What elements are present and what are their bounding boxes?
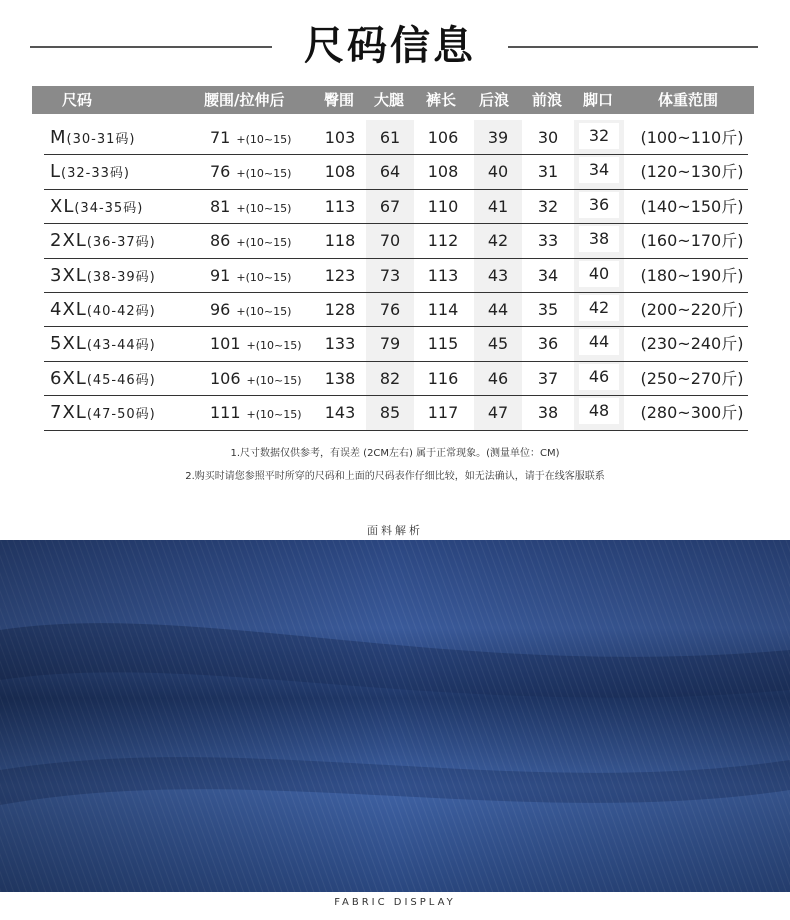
length-cell: 108 bbox=[427, 162, 459, 182]
back-rise-cell: 42 bbox=[487, 231, 509, 251]
hem-value: 46 bbox=[579, 364, 619, 390]
length-cell: 112 bbox=[427, 231, 459, 251]
waist-cell bbox=[210, 223, 314, 257]
header-back-rise: 后浪 bbox=[479, 91, 510, 109]
waist-stretch: +(10~15) bbox=[236, 133, 292, 146]
header-hem: 脚口 bbox=[583, 91, 614, 109]
table-row bbox=[44, 223, 748, 258]
hip-cell: 128 bbox=[324, 300, 356, 319]
hem-value: 36 bbox=[579, 192, 619, 218]
waist-cell bbox=[210, 258, 314, 292]
table-row bbox=[44, 120, 748, 155]
size-code: (45-46码) bbox=[86, 372, 156, 388]
header-weight: 体重范围 bbox=[658, 91, 719, 109]
waist-cell bbox=[210, 361, 314, 395]
title-divider-left bbox=[30, 46, 272, 48]
hem-cell bbox=[574, 189, 624, 223]
hem-value: 44 bbox=[579, 329, 619, 355]
header-hip: 臀围 bbox=[324, 91, 355, 109]
size-cell bbox=[50, 154, 200, 188]
front-rise-cell: 37 bbox=[537, 368, 559, 388]
thigh-cell: 70 bbox=[379, 231, 401, 251]
waist-value: 91 bbox=[210, 265, 231, 285]
size-cell bbox=[50, 292, 200, 326]
back-rise-cell: 45 bbox=[487, 334, 509, 354]
hem-value: 38 bbox=[579, 226, 619, 252]
front-rise-cell: 31 bbox=[537, 162, 559, 182]
length-cell: 116 bbox=[427, 368, 459, 388]
table-row bbox=[44, 154, 748, 189]
size-label: L bbox=[50, 161, 62, 183]
weight-cell: (230~240斤) bbox=[640, 334, 744, 354]
hem-cell bbox=[574, 258, 624, 292]
hip-cell: 103 bbox=[324, 128, 356, 147]
weight-cell: (160~170斤) bbox=[640, 231, 744, 251]
title-divider-right bbox=[508, 46, 758, 48]
size-cell bbox=[50, 395, 200, 429]
size-code: (47-50码) bbox=[86, 407, 156, 423]
waist-cell bbox=[210, 292, 314, 326]
waist-value: 71 bbox=[210, 128, 231, 147]
waist-stretch: +(10~15) bbox=[236, 236, 292, 250]
length-cell: 113 bbox=[427, 265, 459, 285]
header-size: 尺码 bbox=[62, 91, 93, 109]
front-rise-cell: 33 bbox=[537, 231, 559, 251]
hip-cell: 133 bbox=[324, 334, 356, 354]
table-header bbox=[32, 86, 754, 114]
hem-value: 40 bbox=[579, 261, 619, 287]
waist-value: 81 bbox=[210, 196, 231, 216]
waist-value: 86 bbox=[210, 231, 231, 251]
hem-cell bbox=[574, 326, 624, 360]
front-rise-cell: 35 bbox=[537, 300, 559, 319]
header-front-rise: 前浪 bbox=[532, 91, 563, 109]
size-cell bbox=[50, 258, 200, 292]
back-rise-cell: 43 bbox=[487, 265, 509, 285]
page-title: 尺码信息 bbox=[304, 23, 476, 69]
fabric-section-label: 面料解析 bbox=[367, 524, 423, 537]
waist-value: 101 bbox=[210, 334, 241, 354]
thigh-cell: 82 bbox=[379, 368, 401, 388]
thigh-cell: 67 bbox=[379, 196, 401, 216]
hip-cell: 113 bbox=[324, 196, 356, 216]
hem-cell bbox=[574, 361, 624, 395]
length-cell: 110 bbox=[427, 196, 459, 216]
waist-value: 76 bbox=[210, 162, 231, 182]
length-cell: 106 bbox=[427, 128, 459, 147]
size-cell bbox=[50, 120, 200, 154]
back-rise-cell: 47 bbox=[487, 403, 509, 423]
size-code: (38-39码) bbox=[86, 269, 156, 285]
size-code: (30-31码) bbox=[66, 132, 136, 147]
size-cell bbox=[50, 223, 200, 257]
hem-value: 32 bbox=[579, 123, 619, 149]
hip-cell: 143 bbox=[324, 403, 356, 423]
waist-stretch: +(10~15) bbox=[246, 339, 302, 353]
waist-cell bbox=[210, 120, 314, 154]
size-code: (43-44码) bbox=[86, 338, 156, 354]
waist-stretch: +(10~15) bbox=[246, 408, 302, 422]
thigh-cell: 64 bbox=[379, 162, 401, 182]
hem-value: 42 bbox=[579, 295, 619, 321]
weight-cell: (280~300斤) bbox=[640, 403, 744, 423]
header-thigh: 大腿 bbox=[374, 91, 405, 109]
waist-cell bbox=[210, 326, 314, 360]
size-cell bbox=[50, 326, 200, 360]
waist-value: 96 bbox=[210, 300, 231, 319]
length-cell: 114 bbox=[427, 300, 459, 319]
size-cell bbox=[50, 189, 200, 223]
front-rise-cell: 38 bbox=[537, 403, 559, 423]
weight-cell: (140~150斤) bbox=[640, 196, 744, 216]
waist-stretch: +(10~15) bbox=[246, 373, 302, 387]
size-code: (40-42码) bbox=[86, 304, 156, 319]
hem-cell bbox=[574, 120, 624, 154]
hem-cell bbox=[574, 223, 624, 257]
hem-cell bbox=[574, 292, 624, 326]
front-rise-cell: 30 bbox=[537, 128, 559, 147]
size-label: 4XL bbox=[50, 299, 87, 320]
header-length: 裤长 bbox=[426, 91, 457, 109]
hem-cell bbox=[574, 395, 624, 429]
waist-stretch: +(10~15) bbox=[236, 167, 292, 181]
back-rise-cell: 40 bbox=[487, 162, 509, 182]
hem-value: 48 bbox=[579, 398, 619, 424]
thigh-cell: 76 bbox=[379, 300, 401, 319]
size-label: 7XL bbox=[50, 402, 87, 424]
fabric-display-caption: FABRIC DISPLAY bbox=[334, 897, 456, 908]
waist-stretch: +(10~15) bbox=[236, 270, 292, 284]
back-rise-cell: 44 bbox=[487, 300, 509, 319]
waist-stretch: +(10~15) bbox=[236, 305, 292, 318]
thigh-cell: 79 bbox=[379, 334, 401, 354]
back-rise-cell: 39 bbox=[487, 128, 509, 147]
size-label: XL bbox=[50, 195, 75, 217]
table-row bbox=[44, 258, 748, 293]
back-rise-cell: 46 bbox=[487, 368, 509, 388]
size-label: M bbox=[50, 127, 67, 148]
size-code: (32-33码) bbox=[61, 166, 130, 182]
table-row bbox=[44, 189, 748, 224]
size-label: 3XL bbox=[50, 264, 87, 286]
front-rise-cell: 32 bbox=[537, 196, 559, 216]
weight-cell: (120~130斤) bbox=[640, 162, 744, 182]
waist-cell bbox=[210, 395, 314, 429]
length-cell: 115 bbox=[427, 334, 459, 354]
waist-value: 111 bbox=[210, 403, 241, 423]
note-2: 2.购买时请您参照平时所穿的尺码和上面的尺码表作仔细比较，如无法确认，请于在线客服联系 bbox=[185, 471, 605, 482]
hip-cell: 138 bbox=[324, 368, 356, 388]
table-row bbox=[44, 395, 748, 430]
size-cell bbox=[50, 361, 200, 395]
size-code: (34-35码) bbox=[74, 200, 144, 216]
waist-value: 106 bbox=[210, 368, 241, 388]
hip-cell: 118 bbox=[324, 231, 356, 251]
table-row bbox=[44, 361, 748, 396]
front-rise-cell: 36 bbox=[537, 334, 559, 354]
table-row bbox=[44, 292, 748, 327]
weight-cell: (200~220斤) bbox=[640, 300, 744, 319]
length-cell: 117 bbox=[427, 403, 459, 423]
header-waist: 腰围/拉伸后 bbox=[204, 91, 285, 109]
thigh-cell: 61 bbox=[379, 128, 401, 147]
size-code: (36-37码) bbox=[86, 235, 156, 251]
waist-stretch: +(10~15) bbox=[236, 201, 292, 215]
waist-cell bbox=[210, 189, 314, 223]
size-label: 5XL bbox=[50, 333, 87, 355]
hip-cell: 123 bbox=[324, 265, 356, 285]
weight-cell: (100~110斤) bbox=[640, 128, 744, 147]
size-label: 6XL bbox=[50, 367, 87, 389]
fabric-photo bbox=[0, 540, 790, 892]
hip-cell: 108 bbox=[324, 162, 356, 182]
back-rise-cell: 41 bbox=[487, 196, 509, 216]
size-table bbox=[44, 120, 748, 430]
hem-cell bbox=[574, 154, 624, 188]
title-row bbox=[0, 0, 790, 88]
size-label: 2XL bbox=[50, 230, 87, 252]
front-rise-cell: 34 bbox=[537, 265, 559, 285]
hem-value: 34 bbox=[579, 157, 619, 183]
waist-cell bbox=[210, 154, 314, 188]
weight-cell: (250~270斤) bbox=[640, 368, 744, 388]
table-row bbox=[44, 326, 748, 361]
note-1: 1.尺寸数据仅供参考，有误差 (2CM左右) 属于正常现象。(测量单位：CM) bbox=[230, 448, 560, 459]
weight-cell: (180~190斤) bbox=[640, 265, 744, 285]
thigh-cell: 85 bbox=[379, 403, 401, 423]
thigh-cell: 73 bbox=[379, 265, 401, 285]
